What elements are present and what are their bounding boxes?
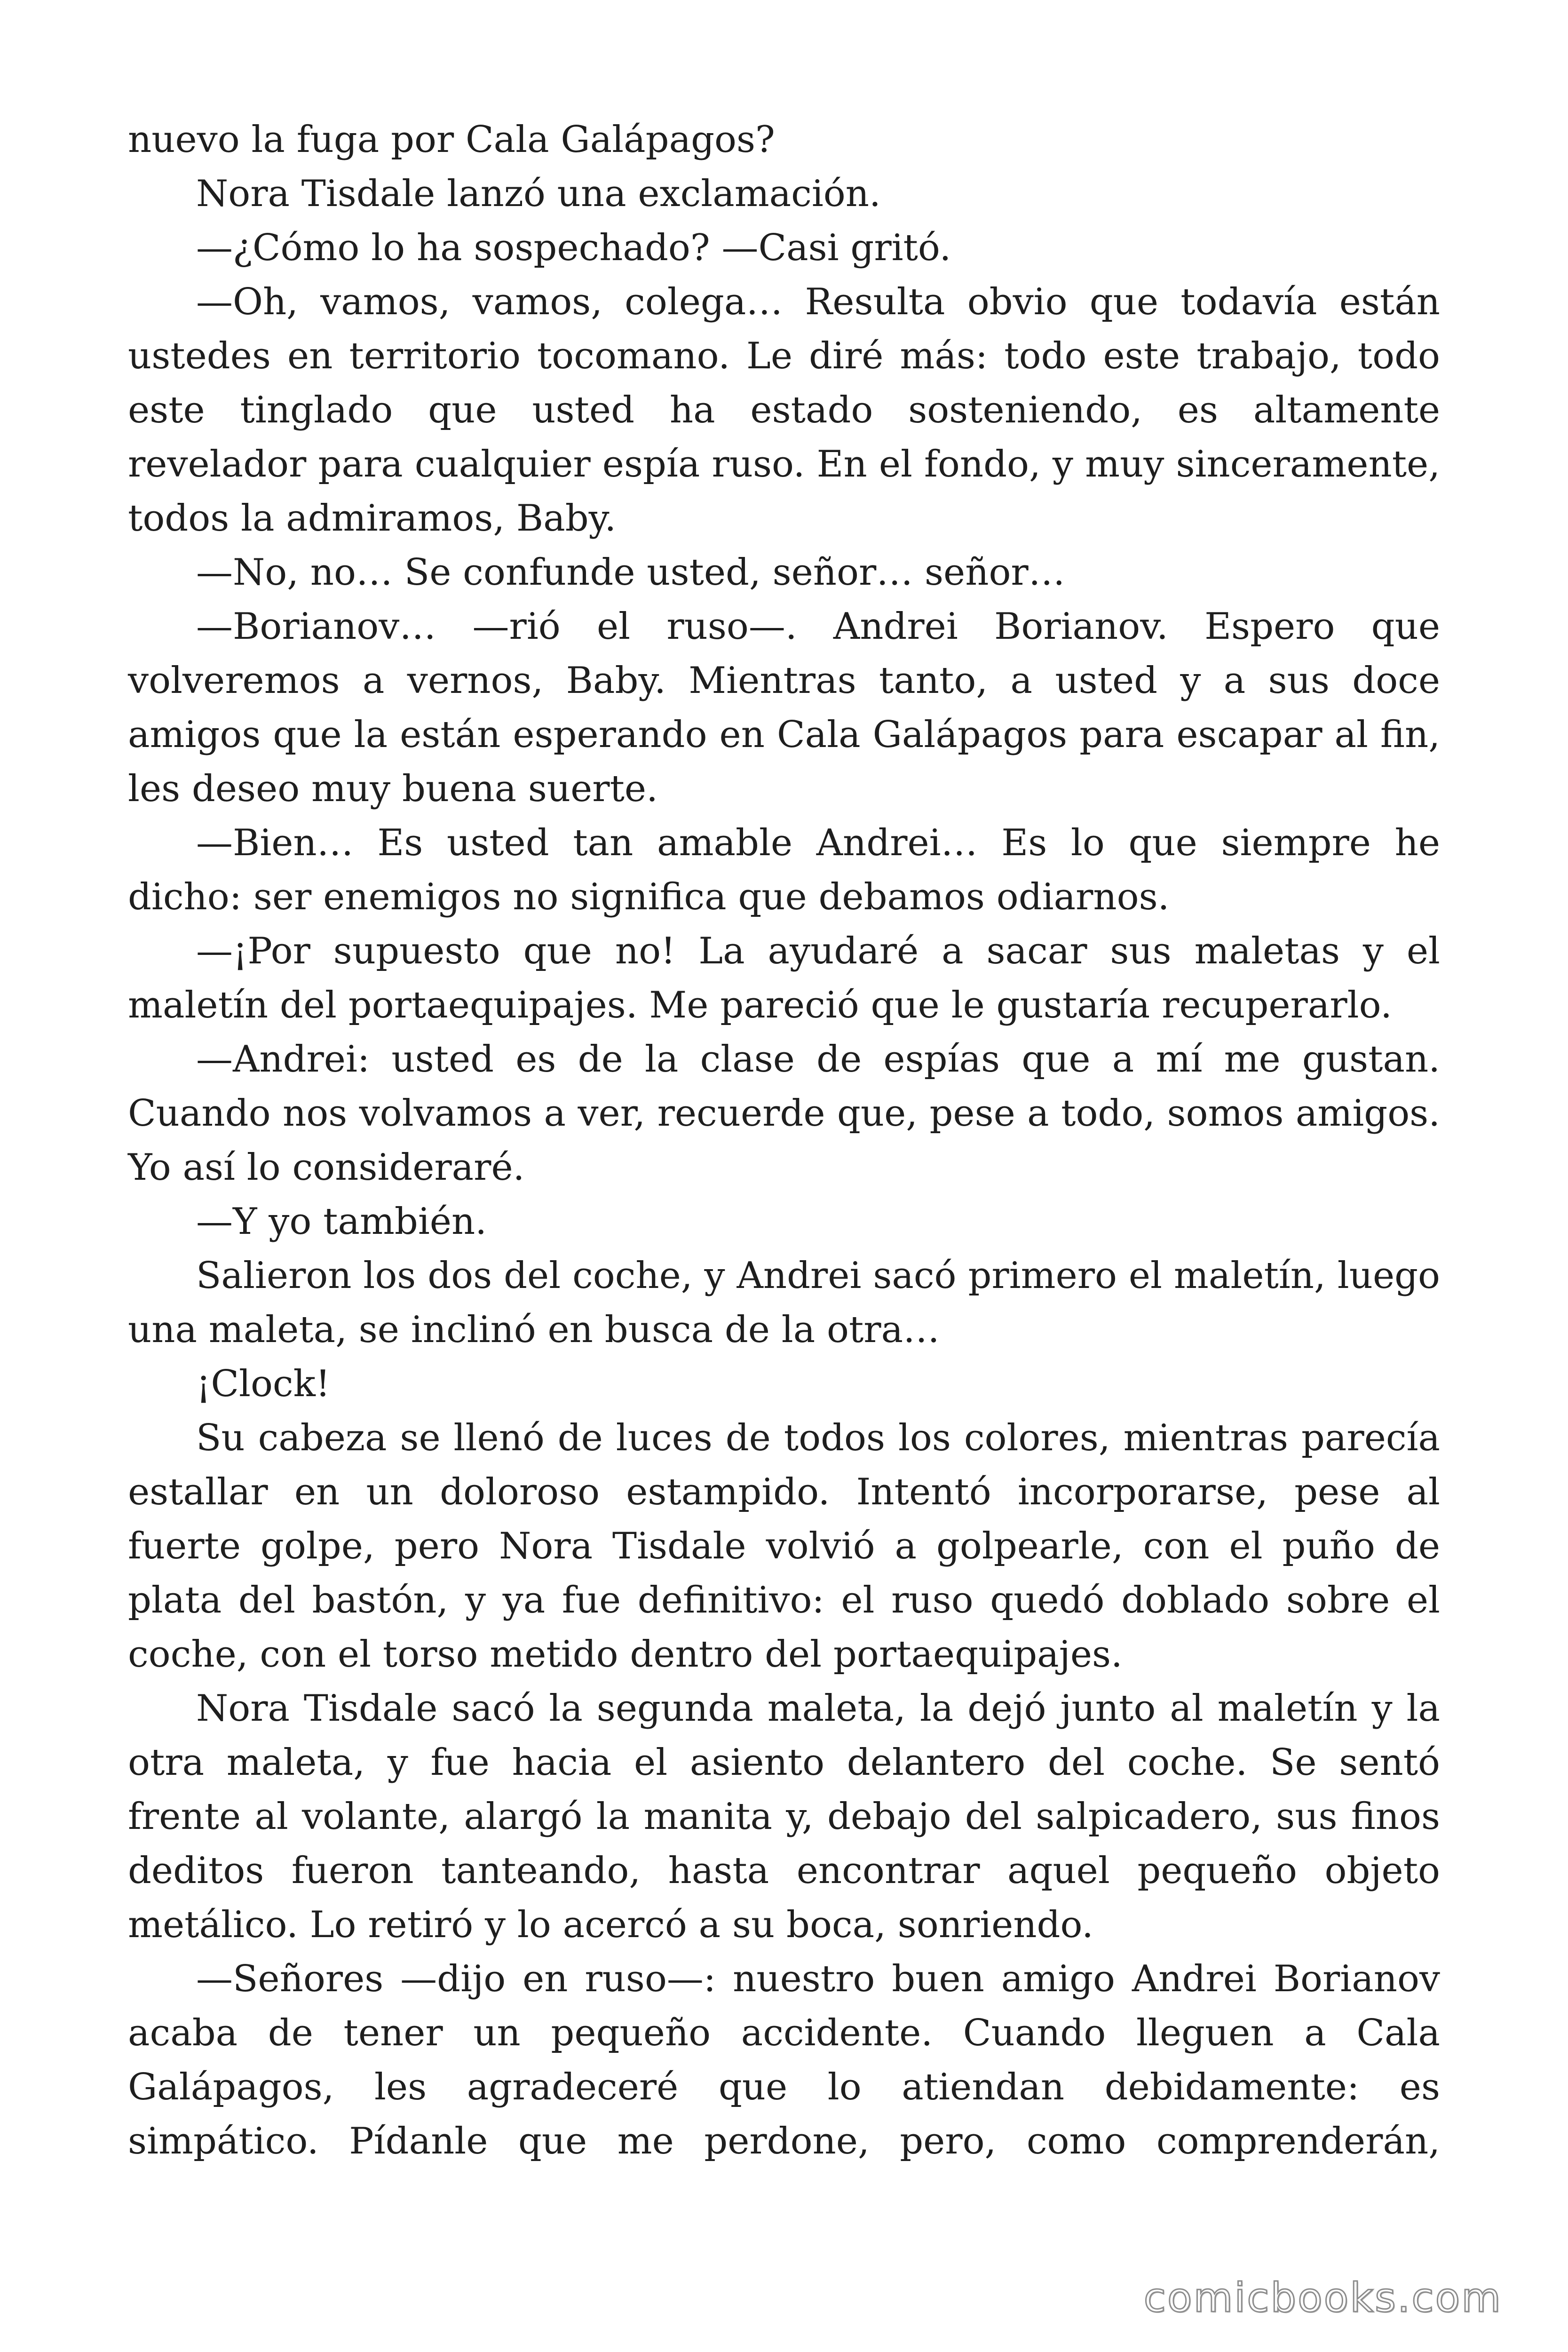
paragraph: —Borianov… —rió el ruso—. Andrei Borianov. Espero que volveremos a vernos, Baby. Mientras tanto, a usted y a sus doce amigos que la están esperando en Cala Galápagos para escapar al fin, les deseo muy buena suerte.	[128, 605, 1440, 810]
paragraph: Nora Tisdale sacó la segunda maleta, la dejó junto al maletín y la otra maleta, y fue hacia el asiento delantero del coche. Se sentó frente al volante, alargó la manita y, debajo del salpicadero, sus finos deditos fueron tanteando, hasta encontrar aquel pequeño objeto metálico. Lo retiró y lo acercó a su boca, sonriendo.	[128, 1687, 1440, 1946]
paragraph: —¡Por supuesto que no! La ayudaré a sacar sus maletas y el maletín del portaequipajes. Me pareció que le gustaría recuperarlo.	[128, 930, 1440, 1026]
paragraph: —Oh, vamos, vamos, colega… Resulta obvio que todavía están ustedes en territorio tocomano. Le diré más: todo este trabajo, todo este tinglado que usted ha estado sosteniendo, es altamente revelador para cualquier espía ruso. En el fondo, y muy sinceramente, todos la admiramos, Baby.	[128, 281, 1440, 540]
paragraph: —Y yo también.	[196, 1200, 487, 1243]
watermark-text: comicbooks.com	[1143, 2274, 1502, 2321]
paragraph: —Andrei: usted es de la clase de espías que a mí me gustan. Cuando nos volvamos a ver, recuerde que, pese a todo, somos amigos. Yo así lo consideraré.	[128, 1038, 1440, 1189]
paragraph: —¿Cómo lo ha sospechado? —Casi gritó.	[196, 227, 951, 269]
page-text-body	[128, 113, 1440, 2169]
paragraph: —Señores —dijo en ruso—: nuestro buen amigo Andrei Borianov acaba de tener un pequeño accidente. Cuando lleguen a Cala Galápagos, les agradeceré que lo atiendan debidamente: es simpático. Pídanle que me perdone, pero, como comprenderán,	[128, 1958, 1440, 2162]
paragraph: ¡Clock!	[196, 1363, 331, 1405]
paragraph: —Bien… Es usted tan amable Andrei… Es lo que siempre he dicho: ser enemigos no significa que debamos odiarnos.	[128, 822, 1440, 918]
paragraph: —No, no… Se confunde usted, señor… señor…	[196, 551, 1065, 594]
paragraph: Salieron los dos del coche, y Andrei sacó primero el maletín, luego una maleta, se inclinó en busca de la otra…	[128, 1255, 1440, 1351]
paragraph: Nora Tisdale lanzó una exclamación.	[196, 173, 881, 215]
paragraph: Su cabeza se llenó de luces de todos los colores, mientras parecía estallar en un doloroso estampido. Intentó incorporarse, pese al fuerte golpe, pero Nora Tisdale volvió a golpearle, con el puño de plata del bastón, y ya fue definitivo: el ruso quedó doblado sobre el coche, con el torso metido dentro del portaequipajes.	[128, 1417, 1440, 1676]
paragraph: nuevo la fuga por Cala Galápagos?	[128, 119, 775, 161]
